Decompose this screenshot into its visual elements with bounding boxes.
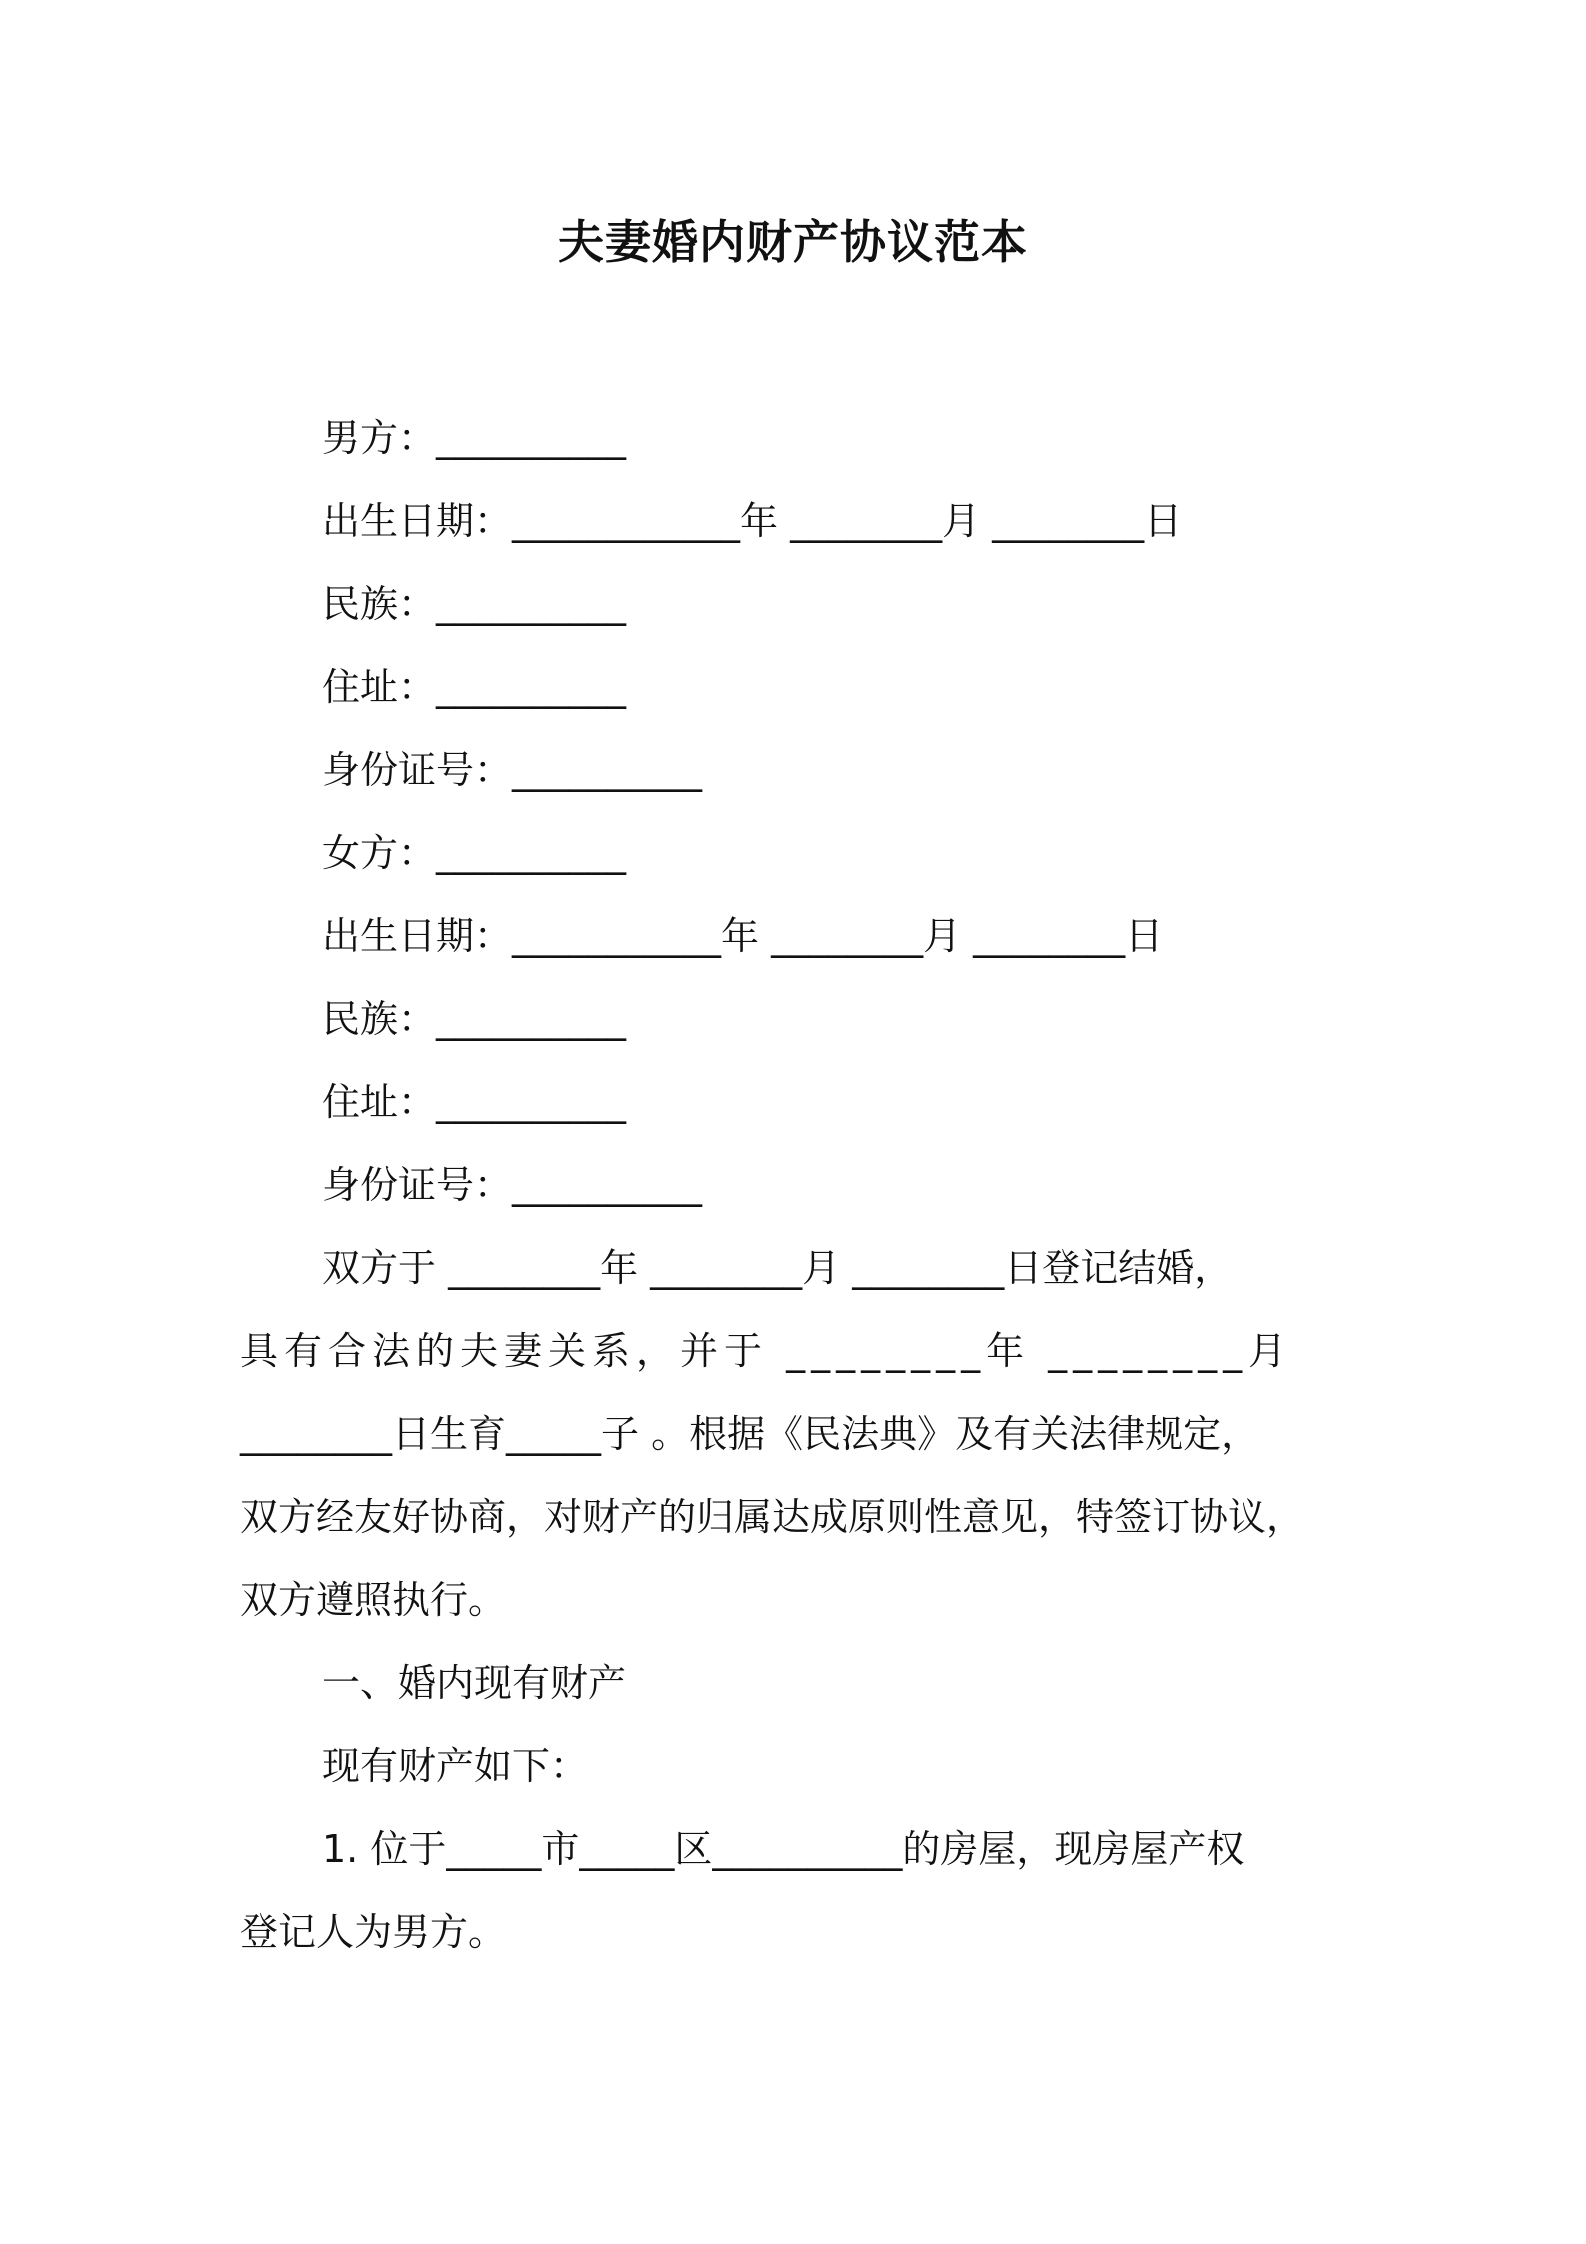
section-intro: 现有财产如下： xyxy=(322,1744,589,1788)
paragraph-line-2: 具有合法的夫妻关系，并于 ________年 ________月 xyxy=(240,1329,1293,1373)
female-ethnic-field: 民族：__________ xyxy=(322,997,627,1041)
female-id-field: 身份证号：__________ xyxy=(322,1163,703,1207)
female-address-field: 住址：__________ xyxy=(322,1080,627,1124)
male-birth-field: 出生日期：____________年 ________月 ________日 xyxy=(322,499,1183,543)
paragraph-line-5: 双方遵照执行。 xyxy=(240,1578,507,1622)
property-item-1: 1. 位于_____市_____区__________的房屋，现房屋产权 xyxy=(322,1827,1245,1871)
property-item-1-continued: 登记人为男方。 xyxy=(240,1910,507,1954)
paragraph-line-4: 双方经友好协商，对财产的归属达成原则性意见，特签订协议， xyxy=(240,1495,1305,1539)
female-name-field: 女方：__________ xyxy=(322,831,627,875)
paragraph-line-3: ________日生育_____子 。根据《民法典》及有关法律规定， xyxy=(240,1412,1260,1456)
male-ethnic-field: 民族：__________ xyxy=(322,582,627,626)
male-address-field: 住址：__________ xyxy=(322,665,627,709)
document-title: 夫妻婚内财产协议范本 xyxy=(558,215,1028,269)
paragraph-line-1: 双方于 ________年 ________月 ________日登记结婚， xyxy=(322,1246,1233,1290)
section-heading: 一、婚内现有财产 xyxy=(322,1661,627,1705)
male-name-field: 男方：__________ xyxy=(322,416,627,460)
female-birth-field: 出生日期：___________年 ________月 ________日 xyxy=(322,914,1164,958)
male-id-field: 身份证号：__________ xyxy=(322,748,703,792)
